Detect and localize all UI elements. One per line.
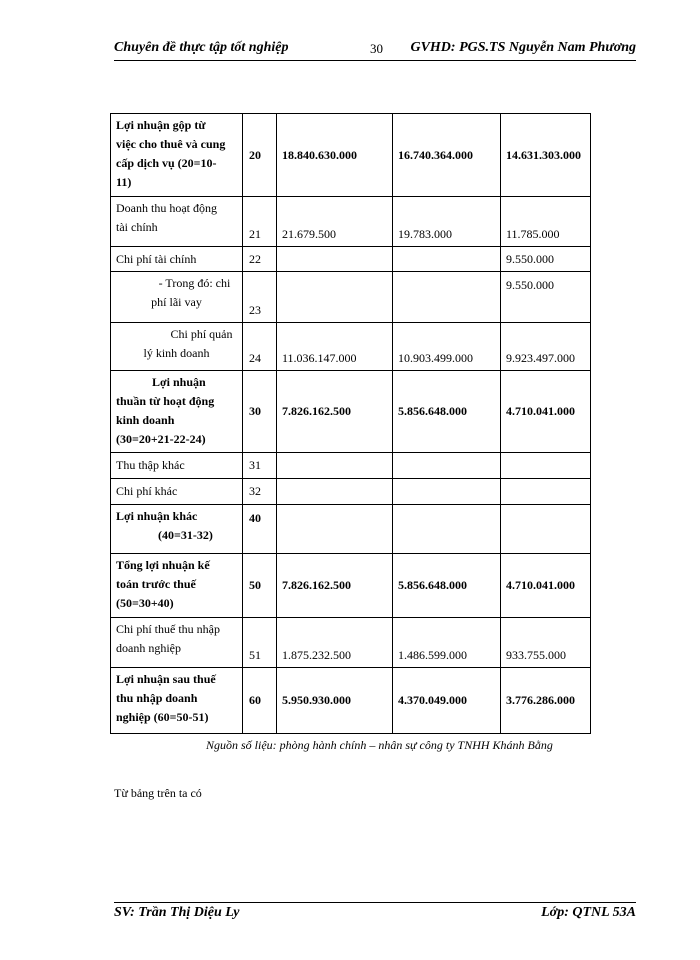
value-col-3: 9.550.000 (501, 272, 591, 323)
row-label: Chi phí khác (111, 479, 243, 505)
row-label: Doanh thu hoạt động tài chính (111, 197, 243, 247)
table-row (111, 453, 591, 479)
table-row (111, 371, 591, 453)
row-label: Chi phí tài chính (111, 247, 243, 272)
income-statement-table (110, 113, 591, 734)
footer-divider (114, 902, 636, 903)
table-row (111, 114, 591, 197)
row-code: 32 (243, 479, 277, 505)
value-col-3 (501, 505, 591, 554)
value-col-3: 4.710.041.000 (501, 554, 591, 618)
page-footer (114, 905, 636, 927)
value-col-1: 21.679.500 (277, 197, 393, 247)
header-title: Chuyên đề thực tập tốt nghiệp (114, 40, 289, 55)
row-label: Lợi nhuận khác (40=31-32) (111, 505, 243, 554)
table-row (111, 197, 591, 247)
value-col-3 (501, 479, 591, 505)
page-number: 30 (370, 41, 383, 56)
value-col-1 (277, 272, 393, 323)
row-label: Chi phí thuế thu nhập doanh nghiệp (111, 618, 243, 668)
value-col-1: 11.036.147.000 (277, 323, 393, 371)
value-col-3: 11.785.000 (501, 197, 591, 247)
row-code: 24 (243, 323, 277, 371)
value-col-2: 16.740.364.000 (393, 114, 501, 197)
value-col-1: 18.840.630.000 (277, 114, 393, 197)
table-row (111, 247, 591, 272)
row-label: Chi phí quản lý kinh doanh (111, 323, 243, 371)
value-col-1: 7.826.162.500 (277, 554, 393, 618)
header-divider (114, 60, 636, 61)
body-paragraph: Từ bảng trên ta có (114, 786, 202, 800)
header-advisor: GVHD: PGS.TS Nguyễn Nam Phương (410, 40, 636, 55)
value-col-1: 5.950.930.000 (277, 668, 393, 734)
value-col-1 (277, 247, 393, 272)
footer-class: Lớp: QTNL 53A (541, 905, 636, 920)
table-row (111, 505, 591, 554)
value-col-2 (393, 247, 501, 272)
row-label: Tổng lợi nhuận kế toán trước thuế (50=30+40) (111, 554, 243, 618)
row-code: 60 (243, 668, 277, 734)
row-label: Thu thập khác (111, 453, 243, 479)
footer-student: SV: Trần Thị Diệu Ly (114, 905, 240, 920)
value-col-3: 9.923.497.000 (501, 323, 591, 371)
table-row (111, 323, 591, 371)
row-code: 51 (243, 618, 277, 668)
value-col-2: 19.783.000 (393, 197, 501, 247)
row-label: Lợi nhuận gộp từ việc cho thuê và cung cấp dịch vụ (20=10- 11) (111, 114, 243, 197)
value-col-2: 1.486.599.000 (393, 618, 501, 668)
value-col-2: 4.370.049.000 (393, 668, 501, 734)
row-code: 50 (243, 554, 277, 618)
row-code: 40 (243, 505, 277, 554)
value-col-1: 1.875.232.500 (277, 618, 393, 668)
value-col-3: 4.710.041.000 (501, 371, 591, 453)
table-row (111, 272, 591, 323)
row-code: 21 (243, 197, 277, 247)
value-col-3 (501, 453, 591, 479)
value-col-1: 7.826.162.500 (277, 371, 393, 453)
value-col-1 (277, 453, 393, 479)
source-note: Nguồn số liệu: phòng hành chính – nhân sự công ty TNHH Khánh Bằng (206, 738, 553, 752)
table-row (111, 479, 591, 505)
row-code: 20 (243, 114, 277, 197)
table-row (111, 618, 591, 668)
page-header (114, 40, 636, 62)
value-col-3: 14.631.303.000 (501, 114, 591, 197)
value-col-2 (393, 453, 501, 479)
row-label: Lợi nhuận thuần từ hoạt động kinh doanh (30=20+21-22-24) (111, 371, 243, 453)
value-col-2: 5.856.648.000 (393, 554, 501, 618)
value-col-3: 9.550.000 (501, 247, 591, 272)
row-code: 22 (243, 247, 277, 272)
value-col-1 (277, 505, 393, 554)
table-row (111, 668, 591, 734)
value-col-2 (393, 505, 501, 554)
value-col-3: 933.755.000 (501, 618, 591, 668)
row-code: 31 (243, 453, 277, 479)
value-col-2: 10.903.499.000 (393, 323, 501, 371)
row-code: 30 (243, 371, 277, 453)
value-col-2: 5.856.648.000 (393, 371, 501, 453)
row-label: Lợi nhuận sau thuế thu nhập doanh nghiệp (60=50-51) (111, 668, 243, 734)
value-col-2 (393, 272, 501, 323)
row-label: - Trong đó: chi phí lãi vay (111, 272, 243, 323)
value-col-2 (393, 479, 501, 505)
row-code: 23 (243, 272, 277, 323)
table-row (111, 554, 591, 618)
value-col-3: 3.776.286.000 (501, 668, 591, 734)
value-col-1 (277, 479, 393, 505)
